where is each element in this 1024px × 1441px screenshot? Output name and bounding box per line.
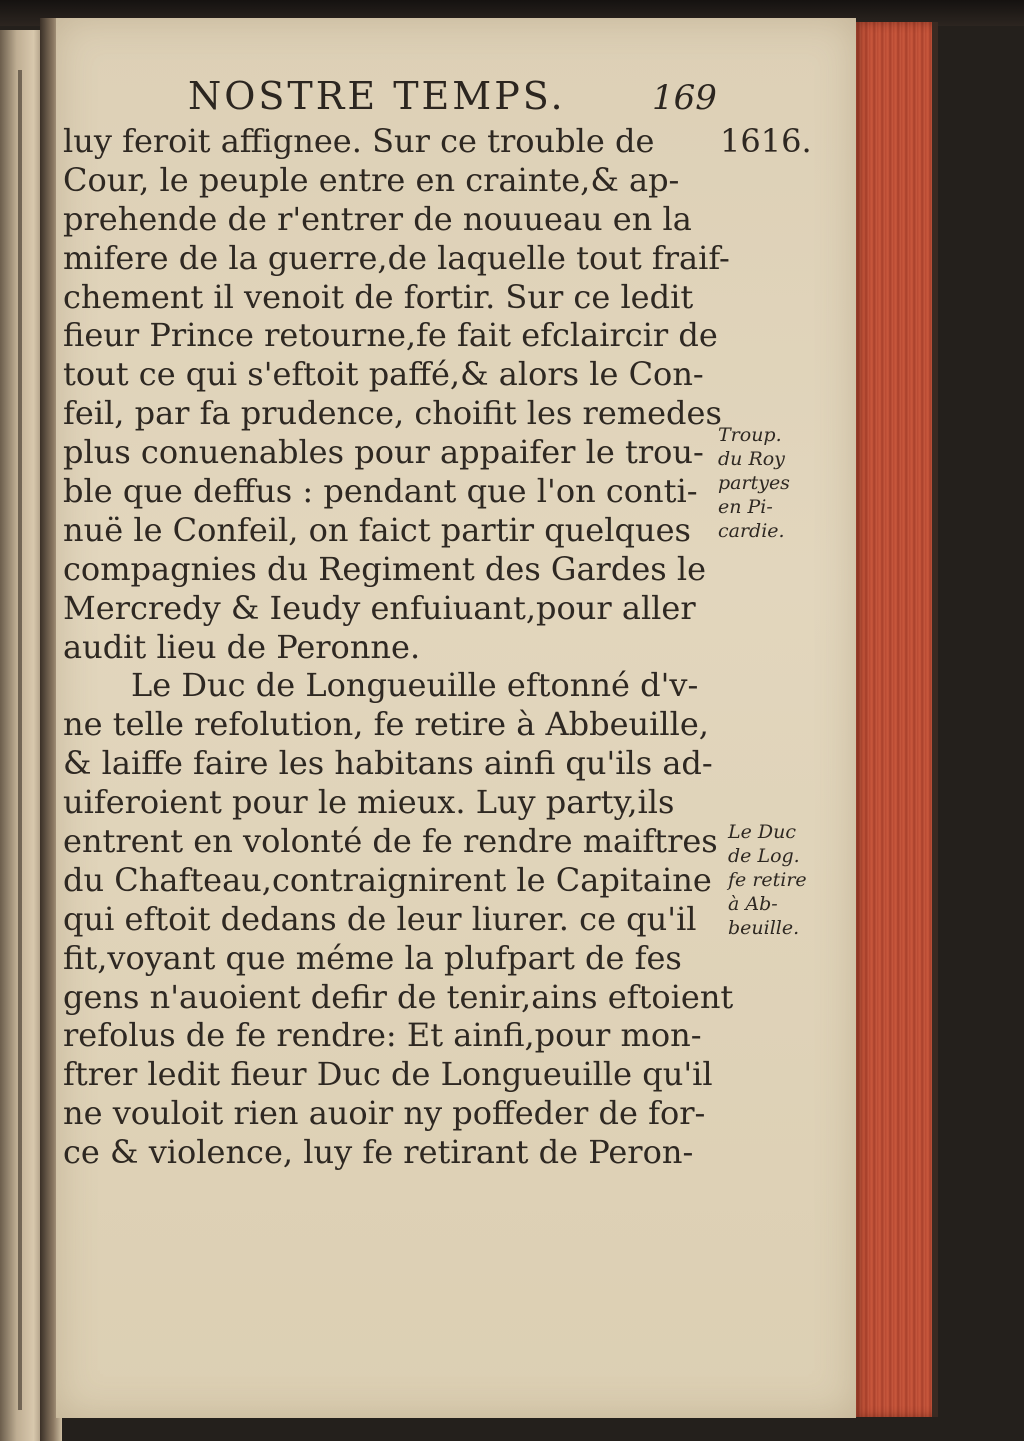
margin-note-troupes: [718, 423, 790, 543]
text-line: qui eftoit dedans de leur liurer. ce qu'il: [63, 899, 697, 938]
text-line: chement il venoit de fortir. Sur ce ledit: [63, 277, 694, 316]
margin-note-duc: [728, 820, 807, 940]
text-line: compagnies du Regiment des Gardes le: [63, 549, 707, 588]
margin-note-line: de Log.: [728, 845, 800, 867]
text-line: Cour, le peuple entre en crainte,& ap-: [63, 160, 680, 199]
text-line: fit,voyant que méme la plufpart de fes: [63, 938, 682, 977]
margin-note-line: partyes: [718, 472, 790, 494]
margin-note-line: Le Duc: [728, 821, 797, 843]
text-line: tout ce qui s'eftoit paffé,& alors le Con-: [63, 355, 704, 394]
margin-note-line: cardie.: [718, 520, 785, 542]
body-text: [63, 122, 734, 1172]
margin-year: 1616.: [720, 122, 812, 160]
text-line: uiferoient pour le mieux. Luy party,ils: [63, 783, 675, 822]
margin-note-line: à Ab-: [728, 893, 778, 915]
margin-note-line: beuille.: [728, 917, 800, 939]
text-line: ftrer ledit fieur Duc de Longueuille qu'il: [63, 1055, 713, 1094]
text-line: fieur Prince retourne,fe fait efclaircir de: [63, 316, 718, 355]
margin-note-line: fe retire: [728, 869, 807, 891]
margin-note-line: Troup.: [718, 424, 782, 446]
text-line: du Chafteau,contraignirent le Capitaine: [63, 860, 712, 899]
text-line: refolus de fe rendre: Et ainfi,pour mon-: [63, 1016, 702, 1055]
text-line: ce & violence, luy fe retirant de Peron-: [63, 1133, 694, 1172]
text-line: Mercredy & Ieudy enfuiuant,pour aller: [63, 588, 696, 627]
text-line: ne vouloit rien auoir ny poffeder de for-: [63, 1094, 706, 1133]
text-line: ne telle refolution, fe retire à Abbeuille,: [63, 705, 709, 744]
text-line: luy feroit affignee. Sur ce trouble de: [63, 122, 655, 160]
text-line: gens n'auoient defir de tenir,ains eftoient: [63, 977, 734, 1016]
text-line: feil, par fa prudence, choifit les remedes: [63, 394, 722, 433]
text-line: entrent en volonté de fe rendre maiftres: [63, 822, 718, 861]
margin-note-line: du Roy: [718, 448, 785, 470]
text-line: mifere de la guerre,de laquelle tout fraif-: [63, 238, 730, 277]
margin-note-line: en Pi-: [718, 496, 773, 518]
running-title: NOSTRE TEMPS.: [188, 74, 566, 118]
text-line: & laiffe faire les habitans ainfi qu'ils ad-: [63, 744, 713, 783]
text-line: ble que deffus : pendant que l'on conti-: [63, 472, 698, 511]
page-number: 169: [652, 78, 717, 118]
text-line: plus conuenables pour appaifer le trou-: [63, 433, 704, 472]
text-line: prehende de r'entrer de nouueau en la: [63, 199, 692, 238]
text-line: audit lieu de Peronne.: [63, 627, 421, 666]
book-page: [56, 18, 856, 1418]
text-line: nuë le Confeil, on faict partir quelques: [63, 510, 691, 549]
page-header: [56, 74, 856, 124]
text-line: Le Duc de Longueuille eftonné d'v-: [131, 666, 699, 705]
page-block-red-edge: [853, 22, 938, 1417]
